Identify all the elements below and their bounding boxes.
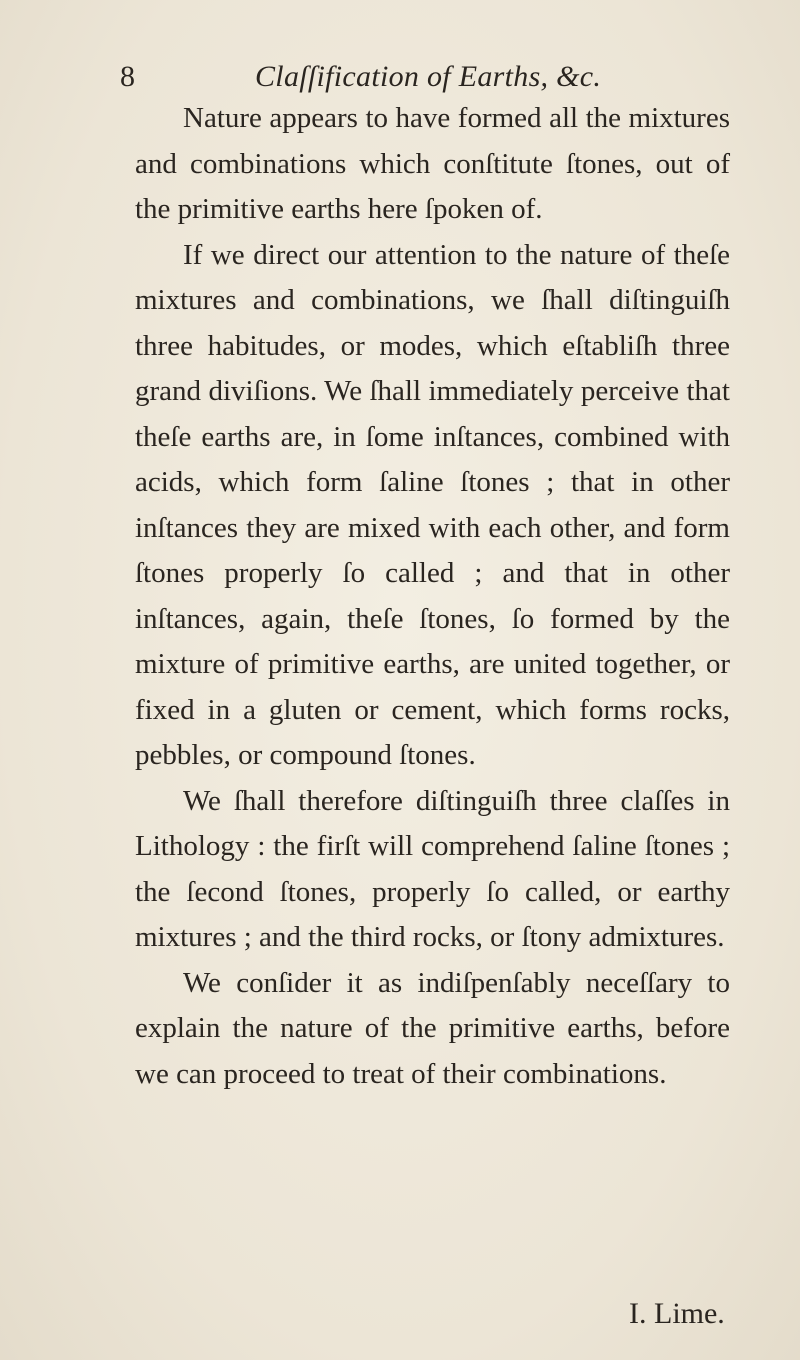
- paragraph-2: If we direct our attention to the nature of theſe mixtures and combinations, we ſhall diſtinguiſh three habitudes, or modes, which eſtabliſh three grand diviſions. We ſhall immediately perceive that theſe earths are, in ſome inſtances, combined with acids, which form ſaline ſtones ; that in other inſtances they are mixed with each other, and form ſtones properly ſo called ; and that in other inſtances, again, theſe ſtones, ſo formed by the mixture of primitive earths, are united together, or fixed in a gluten or cement, which forms rocks, pebbles, or compound ſtones.: [135, 238, 730, 771]
- body-text: [135, 96, 730, 1097]
- catchword: I. Lime.: [629, 1297, 725, 1330]
- page-number: 8: [120, 60, 135, 93]
- paragraph-4: We conſider it as indiſpenſably neceſſary to explain the nature of the primitive earths, before we can proceed to treat of their combinations.: [135, 966, 730, 1090]
- page-header: [120, 60, 720, 100]
- paragraph-1: Nature appears to have formed all the mixtures and combinations which conſtitute ſtones, out of the primitive earths here ſpoken of.: [135, 102, 730, 225]
- running-head: Claſſification of Earths, &c.: [255, 60, 602, 93]
- paragraph-3: We ſhall therefore diſtinguiſh three claſſes in Lithology : the firſt will comprehend ſaline ſtones ; the ſecond ſtones, properly ſo called, or earthy mixtures ; and the third rocks, or ſtony admixtures.: [135, 784, 730, 953]
